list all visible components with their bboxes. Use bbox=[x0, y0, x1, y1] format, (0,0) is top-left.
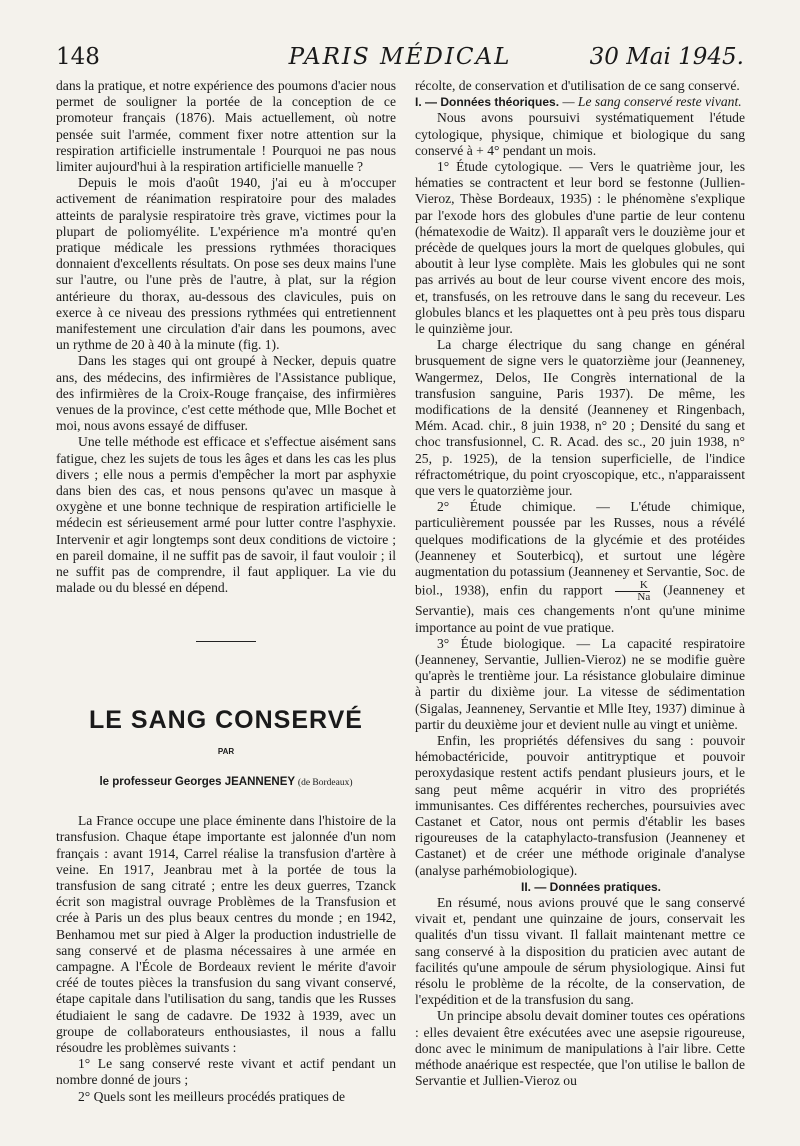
paragraph: dans la pratique, et notre expérience des poumons d'acier nous permet de souligner la portée de la conception de ce promoteur français (1876). Mais actuellement, où notre pensée suit l'armée, comment fixer notre attention sur la respiration artificielle instrumentale ! Pourquoi ne pas nous limiter aujourd'hui à la respiration artificielle manuelle ? bbox=[56, 78, 396, 175]
paragraph: Nous avons poursuivi systématiquement l'étude cytologique, physique, chimique et biologique du sang conservé à + 4° pendant un mois. bbox=[415, 110, 745, 158]
paragraph: Enfin, les propriétés défensives du sang : pouvoir hémobactéricide, pouvoir antitryptique et pouvoir peroxydasique restent actifs pendant plusieurs jours, et le sang peut même acquérir in vitro des propriétés immunisantes. Ces différentes recherches, poursuivies avec Castanet et Cator, nous ont permis d'établir les bases rigoureuses de la cataphylacto-transfusion (Jeanneney et Castanet) et de créer une méthode originale d'analyse (analyse parhémobiologique). bbox=[415, 732, 745, 878]
paragraph-with-fraction bbox=[415, 499, 745, 635]
page-number: 148 bbox=[56, 44, 100, 70]
section-heading-1 bbox=[415, 94, 745, 110]
paragraph: La France occupe une place éminente dans l'histoire de la transfusion. Chaque étape importante est jalonnée d'un nom français : avant 1914, Carrel réalise la transfusion d'artère à veine. En 1917, Jeanbrau met à la portée de tous la transfusion de sang citraté ; entre les deux guerres, Tzanck écrit son magistral ouvrage Problèmes de la Transfusion et crée à Paris un des plus beaux centres du monde ; en 1942, Benhamou met sur pied à Alger la production industrielle de sang conservé et de plasma nécessaires à une armée en campagne. A l'École de Bordeaux revient le mérite d'avoir créé de toutes pièces la transfusion du sang vivant conservé, étape capitale dans l'utilisation du sang, tandis que les Russes étudiaient le sang de cadavre. De 1932 à 1939, avec un groupe de collaborateurs enthousiastes, il nous a fallu résoudre les problèmes suivants : bbox=[56, 813, 396, 1055]
paragraph-text: (Jeanneney et Servantie), mais ces changements n'ont qu'une minime importance au point de vue pratique. bbox=[415, 582, 745, 635]
paragraph: Un principe absolu devait dominer toutes ces opérations : elles devaient être exécutées avec une asepsie rigoureuse, donc avec le minimum de manipulations à l'air libre. Cette méthode anaérique est respectée, que l'on utilise le ballon de Servantie et Jullien-Vieroz ou bbox=[415, 1008, 745, 1089]
author-affiliation: (de Bordeaux) bbox=[297, 777, 353, 788]
author-line bbox=[56, 774, 396, 791]
paragraph-text: 2° Étude chimique. — L'étude chimique, particulièrement poussée par les Russes, nous a révélé quelques modifications de la glycémie et des protéides (Jeanneney et Souterbicq), et surtout une légère augmentation du potassium (Jeanneney et Servantie, Soc. de biol., 1938), enfin du rapport bbox=[415, 499, 745, 598]
right-column bbox=[415, 78, 745, 1089]
running-header bbox=[56, 44, 744, 78]
ratio-fraction bbox=[615, 580, 650, 603]
paragraph: 1° Étude cytologique. — Vers le quatrième jour, les hématies se contractent et leur bord se festonne (Jullien-Vieroz, Thèse Bordeaux, 1935) : le phénomène s'explique par l'exode hors des globules d'une partie de leur contenu (hématexodie de Waitz). Il apparaît vers le douzième jour et précède de quelques jours la mort de quelques globules, qui aboutit à leur lyse complète. Mais les globules qui ne sont pas arrivés au bout de leur course vivent encore des mois, et, transfusés, on les retrouve dans le sang du receveur. Les globules blancs et les plaquettes ont à peu près tous disparu le quinzième jour. bbox=[415, 159, 745, 337]
article-title: LE SANG CONSERVÉ bbox=[89, 705, 363, 734]
fraction-denominator: Na bbox=[615, 591, 650, 603]
section-divider bbox=[196, 641, 256, 642]
fraction-numerator: K bbox=[639, 579, 648, 592]
paragraph: 1° Le sang conservé reste vivant et actif pendant un nombre donné de jours ; bbox=[56, 1056, 396, 1088]
section-title: I. — Données théoriques. bbox=[415, 95, 560, 110]
paragraph: 2° Quels sont les meilleurs procédés pratiques de bbox=[78, 1088, 346, 1104]
paragraph: Depuis le mois d'août 1940, j'ai eu à m'occuper activement de réanimation respiratoire pour des malades atteints de paralysie respiratoire très grave, victimes pour la plupart de poliomyélite. L'expérience m'a montré qu'en pratique médicale les pressions rythmées thoraciques donnaient d'excellents résultats. On pose ses deux mains l'une sur l'autre, ou l'une près de l'autre, à plat, sur la région antérieure du thorax, au-dessous des clavicules, puis on exerce à ce niveau des pressions rythmées qui entretiennent manifestement une circulation d'air dans les poumons, avec un rythme de 20 à 40 à la minute (fig. 1). bbox=[56, 175, 396, 353]
byline-par: PAR bbox=[217, 746, 235, 756]
section-heading-2: II. — Données pratiques. bbox=[520, 879, 662, 894]
section-subtitle: — Le sang conservé reste vivant. bbox=[562, 94, 742, 110]
paragraph: récolte, de conservation et d'utilisation de ce sang conservé. bbox=[415, 78, 740, 93]
paragraph: Une telle méthode est efficace et s'effectue aisément sans fatigue, chez les sujets de tous les âges et dans les cas les plus divers ; elle nous a permis d'empêcher la mort par asphyxie dans bien des cas, et nous pensons qu'avec un masque à oxygène et une bonne technique de respiration artificielle le médecin est sérieusement armé pour lutter contre l'asphyxie. Intervenir et agir longtemps sont deux conditions de victoire ; en pareil domaine, il ne suffit pas de savoir, il faut vouloir ; il ne suffit pas de comprendre, il faut appliquer. La vie du malade ou du blessé en dépend. bbox=[56, 434, 396, 596]
journal-title: PARIS MÉDICAL bbox=[288, 44, 512, 70]
paragraph: 3° Étude biologique. — La capacité respiratoire (Jeanneney, Servantie, Jullien-Vieroz) ne se modifie guère qu'après le trentième jour. La résistance globulaire diminue à partir du dixième jour. La vitesse de sédimentation (Sigalas, Jeanneney, Servantie et Mlle Itey, 1937) diminue à partir du deuxième jour et devient nulle au vingt et unième. bbox=[415, 635, 745, 732]
paragraph: La charge électrique du sang change en général brusquement de signe vers le quatorzième jour (Jeanneney, Wangermez, Delos, IIe Congrès international de la transfusion sanguine, Paris 1937). De même, les modifications de la densité (Jeanneney et Ringenbach, Mém. Acad. chir., 8 juin 1938, n° 20 ; Densité du sang et choc transfusionnel, C. R. Acad. des sc., 20 juin 1938, n° 25, p. 1925), de la tension superficielle, de l'indice réfractométrique, du point cryoscopique, etc., n'apparaissent que vers le quatorzième jour. bbox=[415, 337, 745, 499]
author-name: le professeur Georges JEANNENEY bbox=[99, 775, 296, 788]
paragraph: Dans les stages qui ont groupé à Necker, depuis quatre ans, des médecins, des infirmières de l'Assistance publique, des infirmières de la Croix-Rouge française, des infirmières venues de la province, c'est cette méthode que, Mlle Bochet et moi, nous avons essayé de diffuser. bbox=[56, 353, 396, 434]
issue-date: 30 Mai 1945. bbox=[589, 44, 744, 70]
left-column bbox=[56, 78, 396, 1105]
paragraph: En résumé, nous avions prouvé que le sang conservé vivait et, pendant une quinzaine de jours, conservait les qualités d'un tissu vivant. Il fallait maintenant mettre ce sang conservé à la disposition du praticien avec autant de facilités qu'une ampoule de sérum physiologique. Ainsi fut résolu le problème de la récolte, de la conservation, de l'expédition et de la transfusion du sang. bbox=[415, 894, 745, 1008]
